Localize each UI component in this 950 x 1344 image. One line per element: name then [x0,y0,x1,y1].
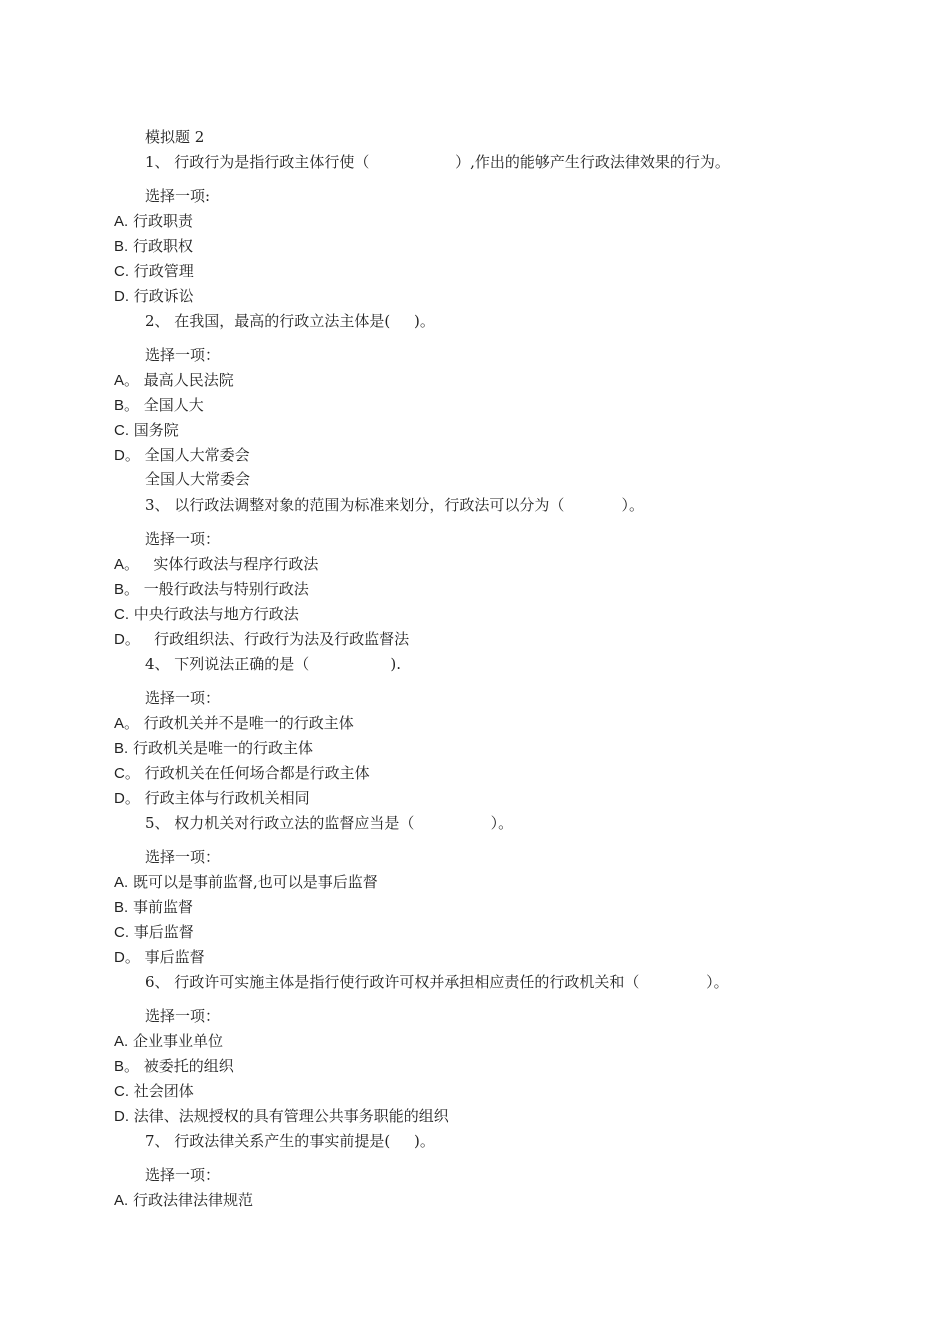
question-3-stem: 3、 以行政法调整对象的范围为标准来划分，行政法可以分为（ ）。 [145,496,645,514]
option-letter: D. [114,1108,129,1125]
question-2-choose-label: 选择一项： [145,346,221,364]
option-text: 行政管理 [129,262,194,280]
question-2-stem: 2、 在我国，最高的行政立法主体是( )。 [145,312,435,330]
option-text: 国务院 [129,421,179,439]
option-letter: D。 [114,949,140,966]
question-4-option-a[interactable] [114,713,354,734]
question-6-option-d[interactable] [114,1106,449,1127]
question-3-option-c[interactable] [114,604,299,625]
option-letter: D。 [114,631,140,648]
question-5-option-d[interactable] [114,947,205,968]
option-letter: C。 [114,765,140,782]
question-3-option-a[interactable] [114,554,318,575]
option-letter: B. [114,740,129,757]
option-letter: A. [114,213,129,230]
option-letter: A. [114,1192,129,1209]
question-1-option-a[interactable] [114,211,193,232]
question-1-option-b[interactable] [114,236,193,257]
option-text: 事前监督 [128,898,193,916]
question-6-option-b[interactable] [114,1056,234,1077]
option-text: 行政主体与行政机关相同 [139,789,310,807]
option-letter: D。 [114,790,140,807]
page-title: 模拟题 2 [145,128,205,146]
question-4-option-c[interactable] [114,763,370,784]
question-7-stem: 7、 行政法律关系产生的事实前提是( )。 [145,1132,435,1150]
option-text: 行政职权 [128,237,193,255]
question-6-option-c[interactable] [114,1081,194,1102]
option-letter: C. [114,606,129,623]
question-1-stem: 1、 行政行为是指行政主体行使（ ）,作出的能够产生行政法律效果的行为。 [145,153,730,171]
option-letter: B。 [114,581,140,598]
option-text: 既可以是事前监督,也可以是事后监督 [128,873,378,891]
question-4-choose-label: 选择一项： [145,689,221,707]
option-text: 行政机关在任何场合都是行政主体 [139,764,370,782]
question-6-stem: 6、 行政许可实施主体是指行使行政许可权并承担相应责任的行政机关和（ ）。 [145,973,729,991]
question-4-stem: 4、 下列说法正确的是（ ). [145,655,401,673]
option-text: 一般行政法与特别行政法 [139,580,309,598]
option-letter: C. [114,924,129,941]
option-letter: A. [114,1033,129,1050]
question-6-option-a[interactable] [114,1031,223,1052]
question-3-option-d[interactable] [114,629,409,650]
option-letter: B. [114,899,129,916]
option-letter: D. [114,288,129,305]
option-text: 社会团体 [129,1082,194,1100]
option-text: 实体行政法与程序行政法 [139,555,319,573]
option-letter: B。 [114,1058,140,1075]
option-text: 全国人大常委会 [139,446,250,464]
question-1-choose-label: 选择一项: [145,187,211,205]
question-5-option-a[interactable] [114,872,378,893]
option-text: 企业事业单位 [128,1032,223,1050]
option-text: 行政机关并不是唯一的行政主体 [139,714,354,732]
question-2-option-a[interactable] [114,370,234,391]
question-6-choose-label: 选择一项： [145,1007,221,1025]
question-2-option-b[interactable] [114,395,204,416]
question-1-option-d[interactable] [114,286,194,307]
option-text: 事后监督 [139,948,205,966]
option-letter: A。 [114,372,140,389]
option-letter: D。 [114,447,140,464]
question-1-option-c[interactable] [114,261,194,282]
option-text: 行政法律法律规范 [128,1191,253,1209]
option-letter: A。 [114,715,140,732]
question-2-answer: 全国人大常委会 [145,470,251,488]
question-4-option-b[interactable] [114,738,313,759]
question-5-stem: 5、 权力机关对行政立法的监督应当是（ ）。 [145,814,514,832]
option-letter: C. [114,422,129,439]
question-2-option-c[interactable] [114,420,179,441]
question-5-option-b[interactable] [114,897,193,918]
question-4-option-d[interactable] [114,788,310,809]
question-2-option-d[interactable] [114,445,250,466]
question-5-option-c[interactable] [114,922,194,943]
question-7-option-a[interactable] [114,1190,253,1211]
option-letter: C. [114,263,129,280]
option-letter: A. [114,874,129,891]
option-text: 行政机关是唯一的行政主体 [128,739,313,757]
option-text: 被委托的组织 [139,1057,234,1075]
question-7-choose-label: 选择一项： [145,1166,221,1184]
option-text: 中央行政法与地方行政法 [129,605,299,623]
option-letter: B. [114,238,129,255]
question-3-choose-label: 选择一项： [145,530,221,548]
option-letter: A。 [114,556,140,573]
option-text: 行政组织法、行政行为法及行政监督法 [139,630,410,648]
option-text: 行政职责 [128,212,193,230]
option-text: 最高人民法院 [139,371,234,389]
question-3-option-b[interactable] [114,579,309,600]
option-text: 行政诉讼 [129,287,194,305]
option-text: 法律、法规授权的具有管理公共事务职能的组织 [129,1107,449,1125]
option-letter: B。 [114,397,140,414]
option-text: 事后监督 [129,923,194,941]
question-5-choose-label: 选择一项： [145,848,221,866]
option-letter: C. [114,1083,129,1100]
option-text: 全国人大 [139,396,204,414]
